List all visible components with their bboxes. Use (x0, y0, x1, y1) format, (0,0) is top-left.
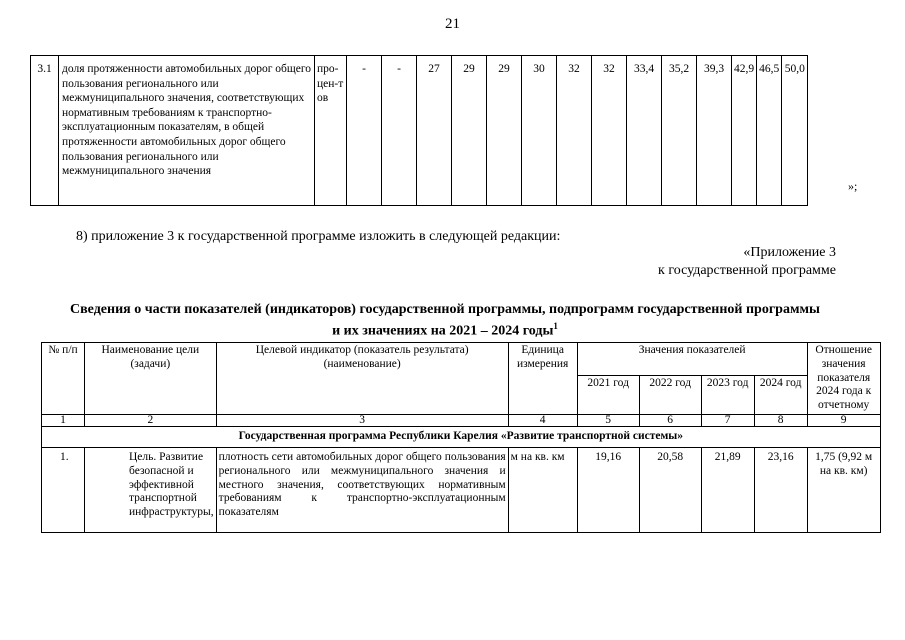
header-values-group: Значения показателей (577, 343, 807, 376)
footnote-mark: 1 (553, 321, 558, 331)
value-cell: 32 (557, 56, 592, 206)
page-number: 21 (445, 16, 460, 32)
header-year: 2023 год (701, 376, 754, 415)
value-cell: 29 (487, 56, 522, 206)
value-cell: 27 (417, 56, 452, 206)
column-number: 1 (42, 414, 85, 426)
value-cell: 21,89 (701, 447, 754, 532)
column-numbers-row (42, 414, 881, 426)
column-number: 2 (85, 414, 217, 426)
column-number: 7 (701, 414, 754, 426)
value-cell: - (382, 56, 417, 206)
header-year: 2022 год (639, 376, 701, 415)
unit-cell: про-цен-тов (315, 56, 347, 206)
header-indicator: Целевой индикатор (показатель результата) (наименование) (216, 343, 508, 415)
value-cell: 35,2 (662, 56, 697, 206)
header-year: 2021 год (577, 376, 639, 415)
header-ratio: Отношение значения показателя 2024 года к отчетному (807, 343, 880, 415)
value-cell: - (347, 56, 382, 206)
indicator-name: доля протяженности автомобильных дорог общего пользования регионального или межмуниципального значения, соответствующих нормативным требованиям к транспортно-эксплуатационным показателям, в общей протяженности автомобильных дорог общего пользования регионального или межмуниципального значения (59, 56, 315, 206)
section-title-line2-text: и их значениях на 2021 – 2024 годы (332, 323, 554, 339)
value-cell: 19,16 (577, 447, 639, 532)
column-number: 9 (807, 414, 880, 426)
program-indicators-table (41, 342, 881, 533)
column-number: 4 (508, 414, 577, 426)
value-cell: 33,4 (627, 56, 662, 206)
indicator-cell: плотность сети автомобильных дорог общего пользования регионального или межмуниципального значения и местного значения, соответствующих нормативным требованиям к транспортно-эксплуатационным показателям (216, 447, 508, 532)
column-number: 8 (754, 414, 807, 426)
table-row (42, 447, 881, 532)
value-cell: 32 (592, 56, 627, 206)
header-goal: Наименование цели (задачи) (85, 343, 217, 415)
value-cell: 20,58 (639, 447, 701, 532)
row-number: 1. (42, 447, 85, 532)
value-cell: 23,16 (754, 447, 807, 532)
column-number: 5 (577, 414, 639, 426)
column-number: 3 (216, 414, 508, 426)
section-title-line2 (30, 318, 860, 340)
section-title-line1: Сведения о части показателей (индикаторов) государственной программы, подпрограмм государственной программы (70, 302, 820, 317)
value-cell: 50,0 (782, 56, 808, 206)
row-number: 3.1 (31, 56, 59, 206)
value-cell: 29 (452, 56, 487, 206)
appendix-label-line2: к государственной программе (658, 263, 836, 278)
program-title: Государственная программа Республики Карелия «Развитие транспортной системы» (42, 426, 881, 447)
goal-cell: Цель. Развитие безопасной и эффективной транспортной инфраструктуры, (85, 447, 217, 532)
closing-quote: »; (848, 179, 858, 193)
value-cell: 42,9 (732, 56, 757, 206)
appendix-label-line1: «Приложение 3 (743, 245, 836, 260)
section-title (30, 302, 860, 340)
value-cell: 39,3 (697, 56, 732, 206)
amendment-item-8: 8) приложение 3 к государственной программе изложить в следующей редакции: (76, 229, 561, 244)
indicators-table-continuation (30, 55, 808, 206)
value-cell: 30 (522, 56, 557, 206)
header-num: № п/п (42, 343, 85, 415)
column-number: 6 (639, 414, 701, 426)
header-row (42, 343, 881, 376)
unit-cell: м на кв. км (508, 447, 577, 532)
table-row (31, 56, 808, 206)
value-cell: 46,5 (757, 56, 782, 206)
ratio-cell: 1,75 (9,92 м на кв. км) (807, 447, 880, 532)
header-year: 2024 год (754, 376, 807, 415)
program-row (42, 426, 881, 447)
header-unit: Единица измерения (508, 343, 577, 415)
